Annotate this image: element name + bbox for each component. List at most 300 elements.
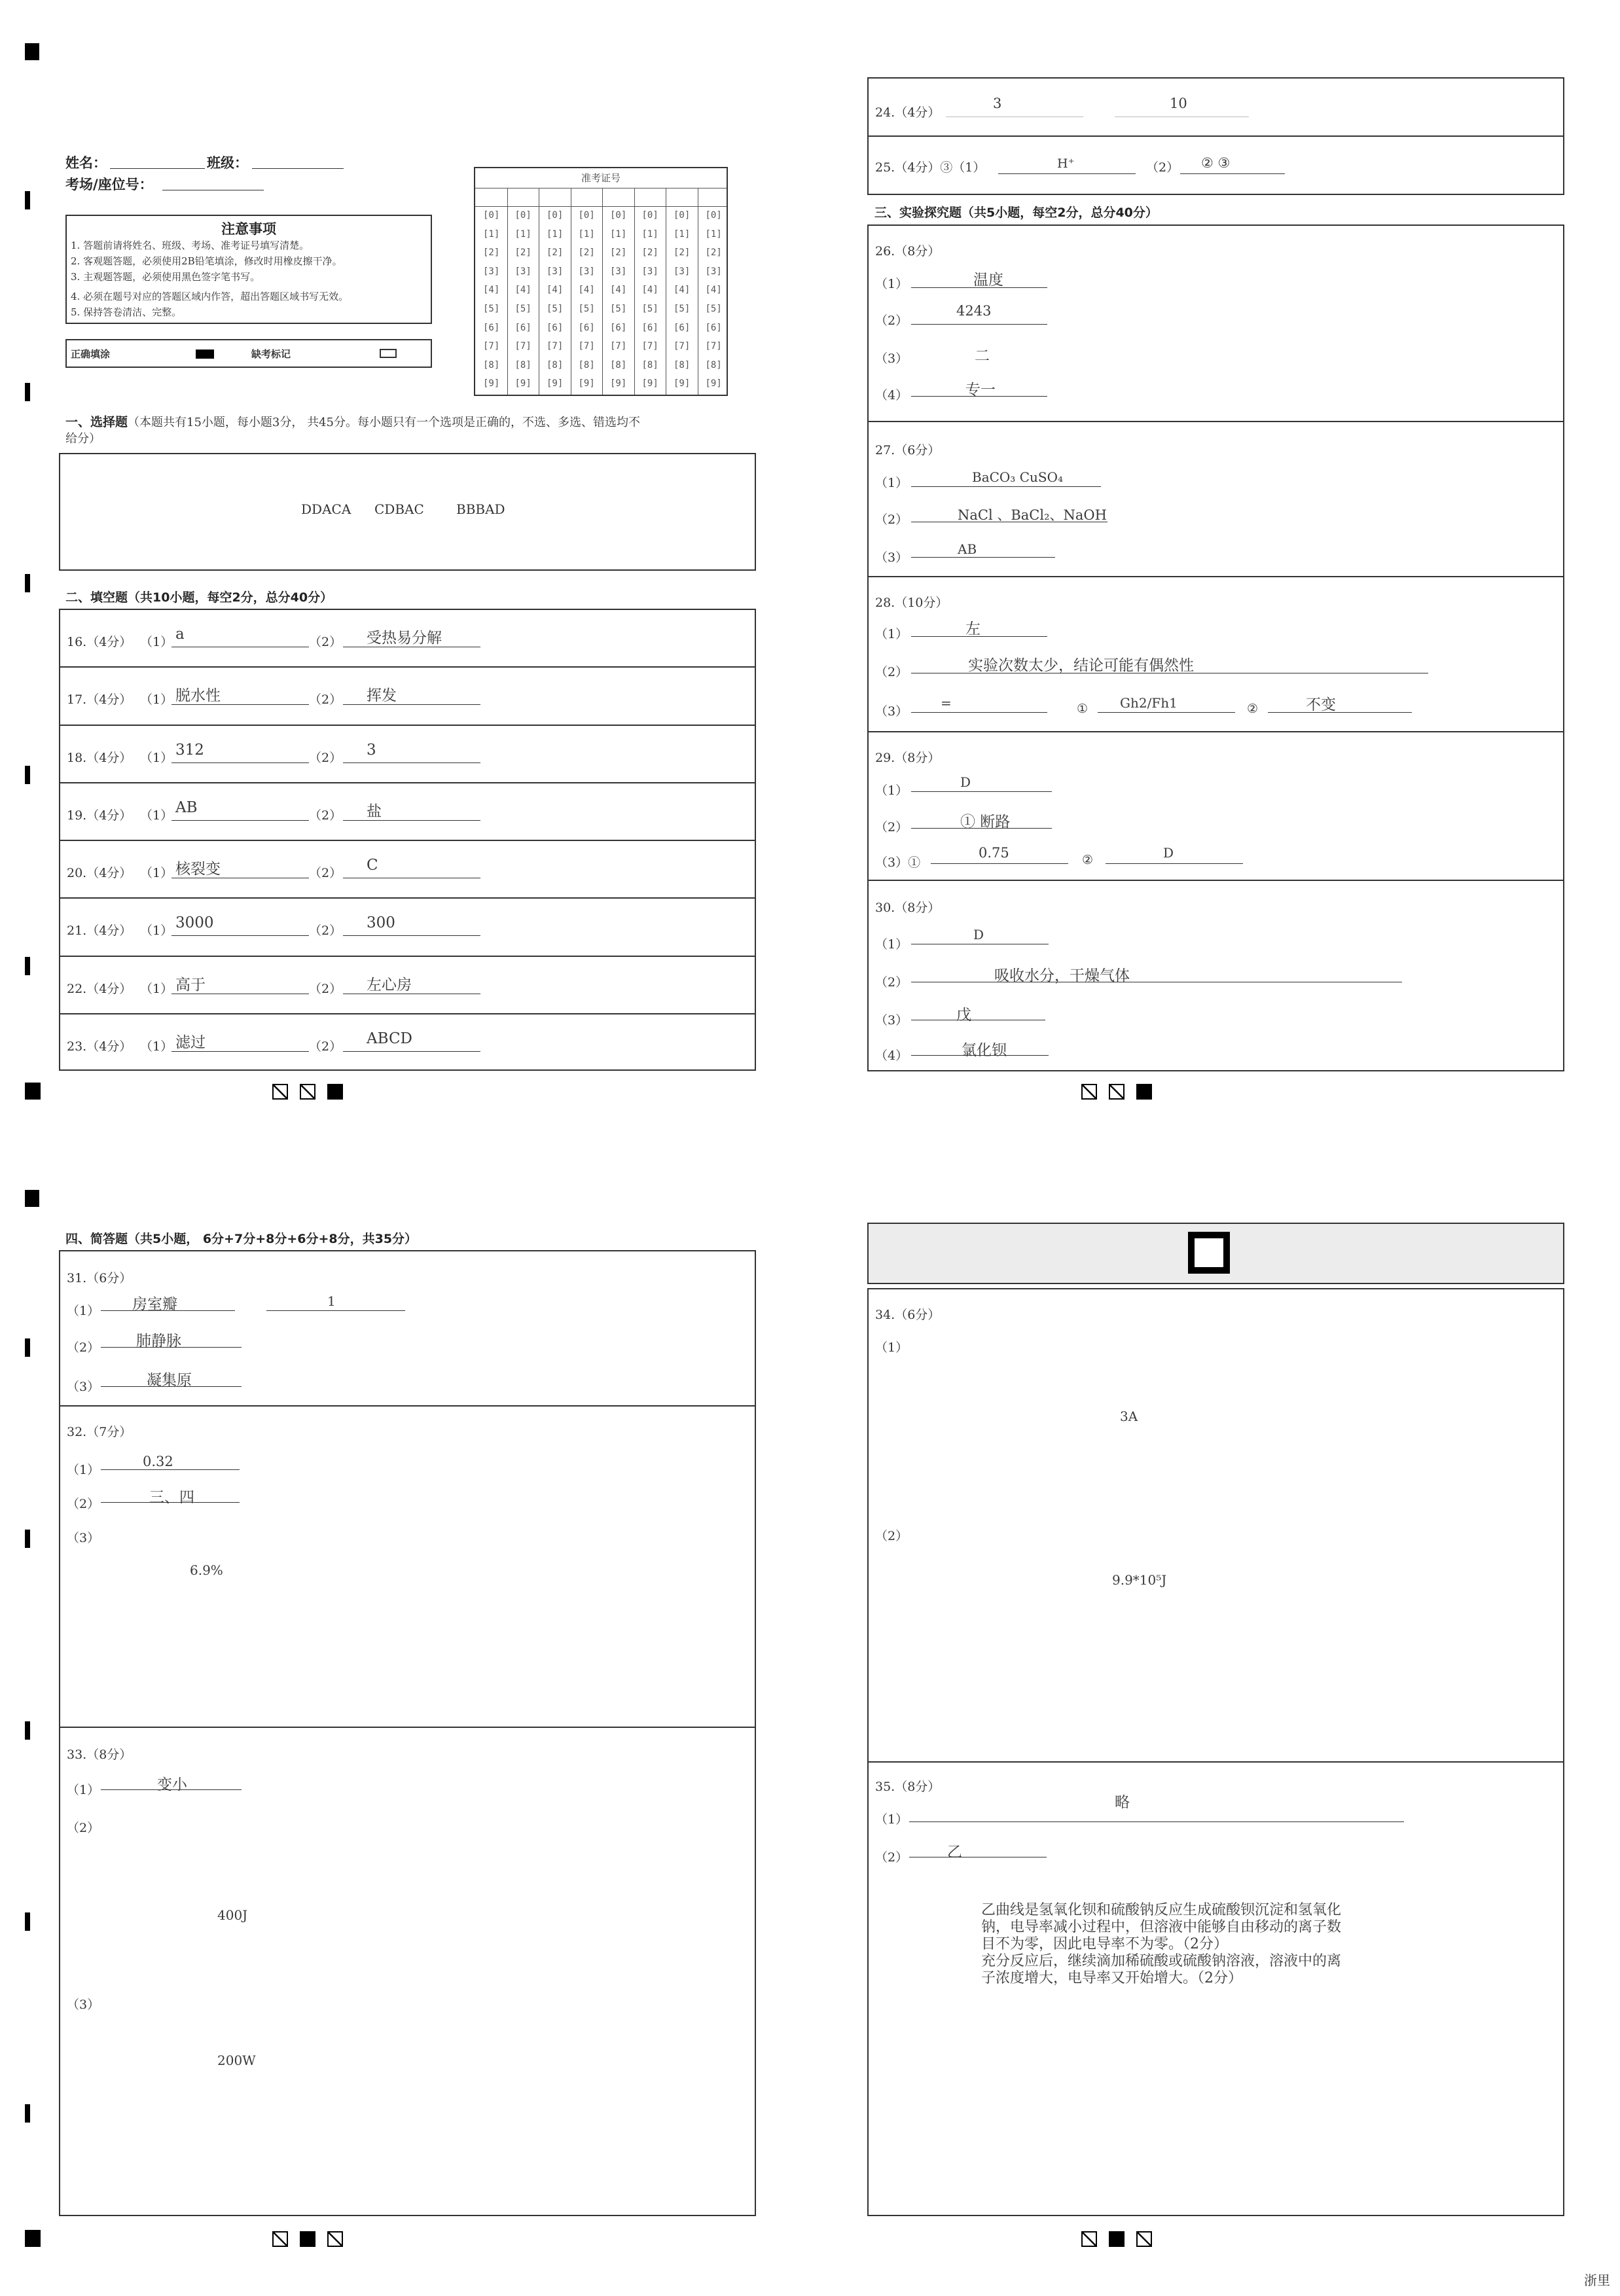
admission-digit-bubble[interactable]: [4]: [483, 285, 500, 296]
q32-part-label: （1）: [67, 1463, 100, 1477]
notice-item: 1. 答题前请将姓名、班级、考场、准考证号填写清楚。: [71, 240, 310, 251]
q16-answer-2[interactable]: 受热易分解: [367, 630, 442, 647]
q25-row: [869, 137, 1563, 195]
q16-question-label: 16.（4分）: [67, 635, 132, 649]
admission-digit-bubble[interactable]: [5]: [641, 304, 658, 314]
q23-answer-2[interactable]: ABCD: [367, 1030, 412, 1047]
fill-blank-row: [60, 726, 755, 783]
admission-columns: [475, 188, 727, 395]
admission-digit-bubble[interactable]: [6]: [483, 322, 500, 333]
page4-header-bar: [867, 1223, 1564, 1284]
q35-explanation-line: 目不为零，因此电导率不为零。（2分）: [981, 1936, 1228, 1952]
admission-digit-bubble[interactable]: [5]: [514, 304, 531, 314]
admission-digit-bubble[interactable]: [8]: [641, 359, 658, 370]
q26-answer-2[interactable]: 4243: [956, 303, 992, 319]
q27-part-label: （1）: [875, 476, 909, 490]
q26-row: [869, 226, 1563, 422]
q16-answer-1[interactable]: a: [175, 626, 185, 643]
admission-digit-bubble[interactable]: [1]: [547, 228, 564, 240]
q26-part-label: （2）: [875, 314, 909, 328]
q26-part-label: （1）: [875, 277, 909, 291]
admission-digit-bubble[interactable]: [1]: [674, 228, 691, 240]
admission-digit-bubble[interactable]: [0]: [674, 210, 691, 221]
q19-part-label: （2）: [309, 808, 342, 823]
page-marker-icon: [1081, 1084, 1097, 1100]
q27-answer-3[interactable]: AB: [958, 541, 977, 557]
q27-part-label: （3）: [875, 550, 909, 565]
page-marker-icon: [327, 1084, 343, 1100]
admission-column: [571, 188, 603, 395]
q33-part-label: （1）: [67, 1783, 100, 1797]
q21-answer-2[interactable]: 300: [367, 914, 395, 932]
registration-mark: [25, 1530, 30, 1548]
admission-digit-bubble[interactable]: [1]: [641, 228, 658, 240]
admission-digit-bubble[interactable]: [7]: [641, 341, 658, 352]
q26-part-label: （4）: [875, 388, 909, 403]
q30-answer-3[interactable]: 戊: [956, 1007, 971, 1024]
admission-digit-bubble[interactable]: [2]: [674, 247, 691, 259]
q34-row: [869, 1289, 1563, 1763]
q23-question-label: 23.（4分）: [67, 1039, 132, 1054]
q27-answer-2[interactable]: NaCl 、BaCl₂、NaOH: [958, 507, 1107, 523]
q33-answer-1[interactable]: 变小: [157, 1776, 187, 1793]
choice-answer-box: [59, 453, 756, 571]
q19-answer-2[interactable]: 盐: [367, 802, 382, 820]
admission-column: [634, 188, 667, 395]
q17-question-label: 17.（4分）: [67, 692, 132, 708]
admission-digit-bubble[interactable]: [2]: [610, 247, 627, 259]
q28-row: [869, 577, 1563, 732]
admission-digit-bubble[interactable]: [8]: [674, 359, 691, 370]
notice-item: 3. 主观题答题，必须使用黑色签字笔书写。: [71, 271, 261, 283]
q27-answer-1[interactable]: BaCO₃ CuSO₄: [972, 469, 1063, 485]
q18-answer-1[interactable]: 312: [175, 741, 204, 759]
admission-digit-bubble[interactable]: [0]: [514, 210, 531, 221]
registration-mark: [25, 43, 39, 60]
q19-question-label: 19.（4分）: [67, 808, 132, 823]
admission-digit-bubble[interactable]: [5]: [483, 304, 500, 314]
absent-checkbox[interactable]: [380, 349, 397, 358]
admission-digit-bubble[interactable]: [2]: [547, 247, 564, 259]
q33-label: 33.（8分）: [67, 1748, 132, 1762]
admission-digit-bubble[interactable]: [3]: [610, 266, 627, 277]
q28-part-label: （3）: [875, 704, 909, 719]
fill-blank-row: [60, 957, 755, 1014]
fill-blank-row: [60, 783, 755, 841]
q18-part-label: （1）: [140, 750, 173, 765]
registration-mark: [25, 1190, 39, 1207]
page-marker-icon: [272, 1084, 288, 1100]
correct-fill-sample-icon: [196, 350, 214, 359]
notice-item: 2. 客观题答题，必须使用2B铅笔填涂，修改时用橡皮擦干净。: [71, 255, 342, 267]
admission-digit-bubble[interactable]: [0]: [547, 210, 564, 221]
admission-digit-bubble[interactable]: [4]: [578, 285, 595, 296]
admission-digit-bubble[interactable]: [7]: [705, 341, 722, 352]
admission-digit-bubble[interactable]: [6]: [674, 322, 691, 333]
q29-answer-3b[interactable]: D: [1163, 845, 1174, 861]
q18-answer-2[interactable]: 3: [367, 741, 376, 759]
admission-digit-bubble[interactable]: [0]: [483, 210, 500, 221]
admission-digit-bubble[interactable]: [9]: [674, 378, 691, 389]
q30-part-label: （2）: [875, 975, 909, 990]
q20-answer-1[interactable]: 核裂变: [175, 861, 221, 878]
q28-part-label: （1）: [875, 627, 909, 641]
q28-circle-label: ②: [1247, 702, 1259, 716]
q33-part-label: （2）: [67, 1821, 100, 1835]
square-marker-icon: [1188, 1232, 1230, 1274]
q35-part-label: （2）: [875, 1850, 909, 1865]
q19-answer-1[interactable]: AB: [175, 798, 198, 816]
q24-row: [869, 79, 1563, 137]
q17-part-label: （2）: [309, 692, 342, 708]
q29-answer-1[interactable]: D: [960, 774, 971, 790]
admission-digit-bubble[interactable]: [7]: [610, 341, 627, 352]
q31-part-label: （1）: [67, 1304, 100, 1318]
registration-mark: [25, 574, 30, 592]
q33-answer-2[interactable]: 400J: [217, 1907, 248, 1923]
admission-digit-bubble[interactable]: [7]: [483, 341, 500, 352]
admission-digit-bubble[interactable]: [4]: [641, 285, 658, 296]
choice-answers-group: BBBAD: [456, 501, 505, 517]
admission-digit-bubble[interactable]: [0]: [641, 210, 658, 221]
experiment-box: [867, 224, 1564, 1071]
fill-blank-row: [60, 668, 755, 725]
choice-answers-group: DDACA: [301, 501, 351, 517]
registration-mark: [25, 2104, 30, 2123]
q34-answer-2[interactable]: 9.9*10⁵J: [1112, 1572, 1167, 1588]
admission-digit-bubble[interactable]: [3]: [514, 266, 531, 277]
q23-answer-1[interactable]: 滤过: [175, 1033, 206, 1051]
admission-digit-bubble[interactable]: [7]: [578, 341, 595, 352]
section1-desc: （本题共有15小题，每小题3分， 共45分。每小题只有一个选项是正确的，不选、多选、错选均不: [128, 416, 640, 429]
section4-title: 四、简答题（共5小题， 6分+7分+8分+6分+8分，共35分）: [65, 1232, 418, 1246]
q20-answer-2[interactable]: C: [367, 857, 378, 874]
admission-digit-bubble[interactable]: [1]: [705, 228, 722, 240]
admission-digit-bubble[interactable]: [5]: [674, 304, 691, 314]
section1-header: [65, 412, 640, 430]
page-marker-icon: [272, 2231, 288, 2247]
exam-seat-label: 考场/座位号：: [65, 177, 153, 192]
page-marker-icon: [300, 1084, 315, 1100]
admission-digit-bubble[interactable]: [6]: [641, 322, 658, 333]
q35-row: [869, 1763, 1563, 2215]
admission-digit-bubble[interactable]: [1]: [610, 228, 627, 240]
admission-digit-bubble[interactable]: [3]: [705, 266, 722, 277]
q29-row: [869, 732, 1563, 881]
admission-column: [475, 188, 508, 395]
q35-explanation-line: 充分反应后，继续滴加稀硫酸或硫酸钠溶液，溶液中的离: [981, 1953, 1342, 1969]
q30-label: 30.（8分）: [875, 901, 941, 915]
admission-digit-bubble[interactable]: [5]: [705, 304, 722, 314]
q31-row: [60, 1251, 755, 1407]
q29-label: 29.（8分）: [875, 751, 941, 765]
q29-part-label: （3）①: [875, 855, 921, 870]
admission-digit-bubble[interactable]: [2]: [705, 247, 722, 259]
q28-circle-label: ①: [1077, 702, 1089, 716]
q21-part-label: （1）: [140, 924, 173, 939]
q33-part-label: （3）: [67, 1998, 100, 2012]
q24-answer-2[interactable]: 10: [1170, 96, 1187, 111]
notice-item: 5. 保持答卷清洁、完整。: [71, 306, 182, 318]
q32-part-label: （2）: [67, 1497, 100, 1511]
q24-25-box: [867, 77, 1564, 195]
admission-digit-bubble[interactable]: [8]: [578, 359, 595, 370]
admission-digit-bubble[interactable]: [0]: [705, 210, 722, 221]
q21-answer-1[interactable]: 3000: [175, 914, 214, 932]
q30-part-label: （4）: [875, 1049, 909, 1063]
notice-title: 注意事项: [221, 221, 276, 237]
admission-digit-bubble[interactable]: [4]: [514, 285, 531, 296]
q31-part-label: （3）: [67, 1380, 100, 1394]
q34-label: 34.（6分）: [875, 1308, 941, 1322]
admission-digit-bubble[interactable]: [9]: [578, 378, 595, 389]
admission-digit-bubble[interactable]: [4]: [610, 285, 627, 296]
q30-answer-1[interactable]: D: [973, 927, 984, 942]
short-answer-box: [59, 1250, 756, 2216]
admission-digit-bubble[interactable]: [9]: [641, 378, 658, 389]
q29-part-label: （2）: [875, 820, 909, 834]
q16-part-label: （1）: [140, 635, 173, 649]
q23-part-label: （1）: [140, 1039, 173, 1054]
registration-mark: [25, 957, 30, 975]
q34-part-label: （2）: [875, 1529, 909, 1543]
admission-digit-bubble[interactable]: [2]: [641, 247, 658, 259]
admission-digit-bubble[interactable]: [0]: [610, 210, 627, 221]
q22-answer-1[interactable]: 高于: [175, 976, 206, 994]
admission-digit-bubble[interactable]: [3]: [547, 266, 564, 277]
q21-part-label: （2）: [309, 924, 342, 939]
q32-row: [60, 1407, 755, 1728]
admission-digit-bubble[interactable]: [1]: [514, 228, 531, 240]
q28-label: 28.（10分）: [875, 596, 948, 610]
admission-digit-bubble[interactable]: [9]: [547, 378, 564, 389]
admission-column: [698, 188, 730, 395]
q25-answer-1[interactable]: H⁺: [1057, 156, 1075, 171]
q31-answer-2[interactable]: 肺静脉: [136, 1333, 181, 1350]
q31-label: 31.（6分）: [67, 1271, 132, 1285]
admission-digit-bubble[interactable]: [3]: [674, 266, 691, 277]
admission-digit-bubble[interactable]: [1]: [483, 228, 500, 240]
q18-part-label: （2）: [309, 750, 342, 765]
q32-part-label: （3）: [67, 1531, 100, 1545]
absent-label: 缺考标记: [251, 348, 291, 360]
admission-digit-bubble[interactable]: [2]: [483, 247, 500, 259]
q33-row: [60, 1728, 755, 2215]
q32-answer-2[interactable]: 三、四: [149, 1489, 194, 1506]
q34-part-label: （1）: [875, 1340, 909, 1355]
admission-digit-bubble[interactable]: [8]: [483, 359, 500, 370]
admission-digit-bubble[interactable]: [6]: [514, 322, 531, 333]
q35-explanation-line: 子浓度增大，电导率又开始增大。（2分）: [981, 1970, 1242, 1986]
q32-answer-1[interactable]: 0.32: [143, 1454, 173, 1469]
admission-column: [602, 188, 635, 395]
q23-part-label: （2）: [309, 1039, 342, 1054]
q25-answer-2[interactable]: ② ③: [1201, 155, 1231, 171]
q34-answer-1[interactable]: 3A: [1120, 1408, 1138, 1424]
page-marker-icon: [327, 2231, 343, 2247]
admission-digit-bubble[interactable]: [8]: [705, 359, 722, 370]
q25-label: 25.（4分）③（1）: [875, 160, 986, 175]
q22-answer-2[interactable]: 左心房: [367, 976, 412, 994]
fill-blank-row: [60, 1014, 755, 1072]
fill-example-box: [65, 339, 432, 368]
q30-part-label: （1）: [875, 937, 909, 952]
admission-digit-bubble[interactable]: [3]: [578, 266, 595, 277]
q24-answer-1[interactable]: 3: [993, 96, 1002, 111]
admission-digit-bubble[interactable]: [9]: [705, 378, 722, 389]
q29-circle-label: ②: [1082, 853, 1094, 867]
admission-title: 准考证号: [475, 168, 727, 188]
admission-digit-bubble[interactable]: [7]: [674, 341, 691, 352]
admission-digit-bubble[interactable]: [6]: [610, 322, 627, 333]
q30-answer-2[interactable]: 吸收水分，干燥气体: [994, 967, 1130, 984]
admission-digit-bubble[interactable]: [5]: [578, 304, 595, 314]
page-marker-icon: [1109, 1084, 1125, 1100]
registration-mark: [25, 1338, 30, 1357]
admission-digit-bubble[interactable]: [4]: [674, 285, 691, 296]
q29-answer-3[interactable]: 0.75: [979, 845, 1009, 861]
fill-blank-row: [60, 899, 755, 956]
q17-answer-2[interactable]: 挥发: [367, 687, 397, 705]
q18-question-label: 18.（4分）: [67, 750, 132, 765]
q22-part-label: （2）: [309, 981, 342, 996]
q32-answer-3[interactable]: 6.9%: [190, 1562, 223, 1578]
q31-part-label: （2）: [67, 1340, 100, 1355]
q27-row: [869, 422, 1563, 577]
q35-part-label: （1）: [875, 1812, 909, 1827]
admission-digit-bubble[interactable]: [2]: [578, 247, 595, 259]
q16-part-label: （2）: [309, 635, 342, 649]
q30-answer-4[interactable]: 氯化钡: [962, 1042, 1007, 1059]
q26-answer-3[interactable]: 二: [975, 348, 990, 365]
q27-label: 27.（6分）: [875, 443, 941, 457]
admission-digit-bubble[interactable]: [9]: [514, 378, 531, 389]
q35-explanation-line: 乙曲线是氢氧化钡和硫酸钠反应生成硫酸钡沉淀和氢氧化: [981, 1902, 1342, 1918]
page-marker-icon: [1081, 2231, 1097, 2247]
page-marker-icon: [1136, 1084, 1152, 1100]
q19-part-label: （1）: [140, 808, 173, 823]
name-field[interactable]: [110, 168, 205, 169]
class-field[interactable]: [252, 168, 344, 169]
q26-answer-1[interactable]: 温度: [973, 272, 1003, 289]
q28-answer-2[interactable]: 实验次数太少，结论可能有偶然性: [968, 657, 1194, 674]
q26-answer-4[interactable]: 专一: [965, 382, 996, 399]
page-marker-icon: [1109, 2231, 1125, 2247]
admission-digit-bubble[interactable]: [2]: [514, 247, 531, 259]
q30-part-label: （3）: [875, 1013, 909, 1028]
q24-label: 24.（4分）: [875, 105, 941, 120]
q28-answer-3b[interactable]: Gh2/Fh1: [1120, 695, 1178, 711]
q35-explanation-line: 钠，电导率减小过程中，但溶液中能够自由移动的离子数: [981, 1919, 1342, 1935]
q26-label: 26.（8分）: [875, 244, 941, 259]
registration-mark: [25, 1721, 30, 1740]
admission-digit-bubble[interactable]: [4]: [705, 285, 722, 296]
q25-part2-label: （2）: [1146, 160, 1179, 175]
admission-digit-bubble[interactable]: [5]: [610, 304, 627, 314]
admission-column: [507, 188, 540, 395]
q20-part-label: （1）: [140, 866, 173, 880]
fill-blank-row: [60, 610, 755, 668]
correct-fill-label: 正确填涂: [71, 348, 111, 360]
q28-part-label: （2）: [875, 665, 909, 679]
admission-digit-bubble[interactable]: [3]: [483, 266, 500, 277]
page4-answer-box: [867, 1288, 1564, 2216]
name-label: 姓名：: [65, 155, 107, 171]
registration-mark: [25, 1083, 41, 1100]
registration-mark: [25, 766, 30, 784]
admission-column: [666, 188, 698, 395]
admission-digit-bubble[interactable]: [3]: [641, 266, 658, 277]
notice-item: 4. 必须在题号对应的答题区域内作答，超出答题区域书写无效。: [71, 291, 349, 302]
q28-answer-3[interactable]: =: [941, 695, 952, 711]
admission-digit-bubble[interactable]: [8]: [547, 359, 564, 370]
section2-title: 二、填空题（共10小题，每空2分，总分40分）: [65, 590, 333, 605]
q32-label: 32.（7分）: [67, 1425, 132, 1439]
q20-question-label: 20.（4分）: [67, 866, 132, 880]
q28-answer-3c[interactable]: 不变: [1306, 696, 1336, 713]
section1-title: 一、选择题: [65, 415, 128, 429]
admission-digit-bubble[interactable]: [9]: [483, 378, 500, 389]
admission-column: [539, 188, 571, 395]
q35-label: 35.（8分）: [875, 1780, 941, 1794]
q35-answer-1[interactable]: 略: [1115, 1794, 1130, 1811]
admission-digit-bubble[interactable]: [6]: [705, 322, 722, 333]
registration-mark: [25, 191, 30, 209]
q22-part-label: （1）: [140, 981, 173, 996]
admission-digit-bubble[interactable]: [6]: [547, 322, 564, 333]
q35-answer-2[interactable]: 乙: [947, 1844, 962, 1861]
admission-digit-bubble[interactable]: [8]: [514, 359, 531, 370]
admission-digit-bubble[interactable]: [4]: [547, 285, 564, 296]
class-label: 班级：: [207, 155, 248, 171]
admission-digit-bubble[interactable]: [8]: [610, 359, 627, 370]
q21-question-label: 21.（4分）: [67, 924, 132, 939]
section3-title: 三、实验探究题（共5小题，每空2分，总分40分）: [874, 206, 1158, 220]
registration-mark: [25, 2230, 41, 2247]
q17-answer-1[interactable]: 脱水性: [175, 687, 221, 705]
admission-digit-bubble[interactable]: [7]: [514, 341, 531, 352]
q29-answer-2[interactable]: ① 断路: [960, 814, 1011, 831]
corner-text: 浙里: [1584, 2272, 1610, 2288]
q30-row: [869, 881, 1563, 1070]
q17-part-label: （1）: [140, 692, 173, 708]
q28-answer-1[interactable]: 左: [965, 620, 981, 637]
fill-blank-row: [60, 841, 755, 899]
admission-digit-bubble[interactable]: [5]: [547, 304, 564, 314]
admission-digit-bubble[interactable]: [7]: [547, 341, 564, 352]
admission-number-grid: [474, 167, 728, 396]
q31-answer-1[interactable]: 房室瓣: [132, 1296, 177, 1313]
q33-answer-3[interactable]: 200W: [217, 2053, 256, 2068]
q22-question-label: 22.（4分）: [67, 981, 132, 996]
choice-answers-group: CDBAC: [374, 501, 424, 517]
q29-part-label: （1）: [875, 783, 909, 798]
q31-answer-1b[interactable]: 1: [327, 1293, 336, 1309]
registration-mark: [25, 1912, 30, 1931]
admission-digit-bubble[interactable]: [0]: [578, 210, 595, 221]
notice-box: [65, 215, 432, 324]
page-marker-icon: [300, 2231, 315, 2247]
admission-digit-bubble[interactable]: [9]: [610, 378, 627, 389]
q31-answer-3[interactable]: 凝集原: [147, 1372, 192, 1389]
registration-mark: [25, 383, 30, 401]
admission-digit-bubble[interactable]: [1]: [578, 228, 595, 240]
page-marker-icon: [1136, 2231, 1152, 2247]
q26-part-label: （3）: [875, 351, 909, 366]
fill-blank-box: [59, 609, 756, 1071]
admission-digit-bubble[interactable]: [6]: [578, 322, 595, 333]
q20-part-label: （2）: [309, 866, 342, 880]
